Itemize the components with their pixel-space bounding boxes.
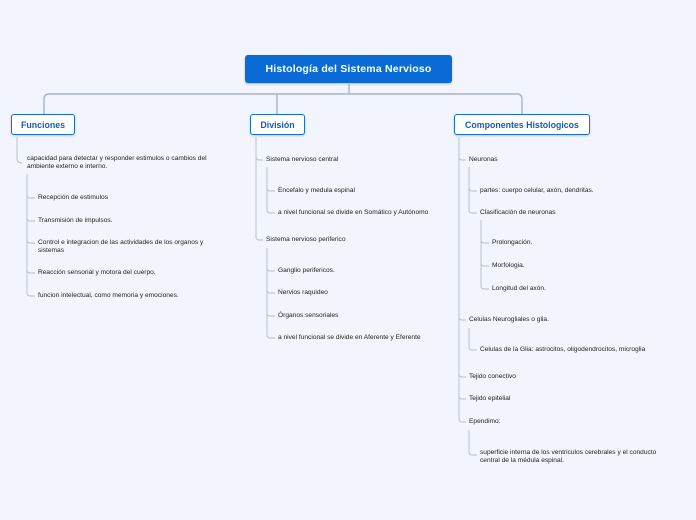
funciones-intro-line-1: capacidad para detectar y responder estimulos o cambios del	[27, 155, 207, 162]
glia-celulas[interactable]: Celulas de la Glia: astrocitos, oligodendrocitos, microglia	[480, 346, 646, 353]
componentes-glia[interactable]: Celulas Neurogliales o glia.	[469, 316, 549, 323]
clasificacion-morfologia[interactable]: Morfologia.	[492, 262, 525, 269]
funciones-item-control[interactable]	[38, 239, 203, 256]
funciones-item-transmision[interactable]: Transmisión de impulsos.	[38, 217, 113, 224]
division-central-encefalo[interactable]: Encefalo y medula espinal	[278, 187, 355, 194]
division-central-funcional[interactable]: a nivel funcional se divide en Somático y Autónomo	[278, 209, 429, 216]
funciones-item-reaccion[interactable]: Reacción sensorial y motora del cuerpo.	[38, 269, 156, 276]
clasificacion-prolongacion[interactable]: Prolongación.	[492, 239, 533, 246]
funciones-item-control-line-1: Control e integracion de las actividades de los organos y	[38, 239, 204, 246]
ependimo-superficie-line-2: central de la médula espinal.	[480, 457, 564, 465]
funciones-intro[interactable]	[27, 155, 207, 172]
branch-componentes[interactable]: Componentes Histologicos	[454, 114, 590, 135]
ependimo-superficie-line-1: superficie interna de los ventriculos cerebrales y el conducto	[480, 449, 657, 456]
funciones-item-intelectual[interactable]: funcion intelectual, como memoria y emociones.	[38, 292, 179, 299]
branch-funciones[interactable]: Funciones	[11, 114, 75, 135]
componentes-ependimo[interactable]: Ependimo:	[469, 418, 501, 425]
division-periferico[interactable]: Sistema nervioso periferico	[266, 236, 346, 243]
componentes-neuronas[interactable]: Neuronas	[469, 156, 498, 163]
division-periferico-funcional[interactable]: a nivel funcional se divide en Aferente y Eferente	[278, 334, 421, 341]
root-topic[interactable]: Histología del Sistema Nervioso	[245, 55, 452, 83]
neuronas-clasificacion[interactable]: Clasificación de neuronas	[480, 209, 556, 216]
funciones-item-control-line-2: sistemas	[38, 247, 65, 255]
neuronas-partes[interactable]: partes: cuerpo celular, axón, dendritas.	[480, 187, 594, 194]
division-periferico-organos[interactable]: Órganos sensoriales	[278, 312, 339, 319]
division-periferico-ganglio[interactable]: Ganglio perifericos.	[278, 267, 335, 274]
ependimo-superficie[interactable]	[480, 449, 656, 466]
division-periferico-nervios[interactable]: Nervios raquideo	[278, 289, 328, 296]
branch-division[interactable]: División	[250, 114, 305, 135]
funciones-item-recepcion[interactable]: Recepción de estimulos	[38, 194, 109, 201]
funciones-intro-line-2: ambiente externo e interno.	[27, 163, 108, 171]
componentes-tejido-epitelial[interactable]: Tejido epitelial	[469, 395, 511, 402]
componentes-tejido-conectivo[interactable]: Tejido conectivo	[469, 373, 516, 380]
division-central[interactable]: Sistema nervioso central	[266, 156, 339, 163]
clasificacion-longitud[interactable]: Longitud del axón.	[492, 285, 546, 292]
